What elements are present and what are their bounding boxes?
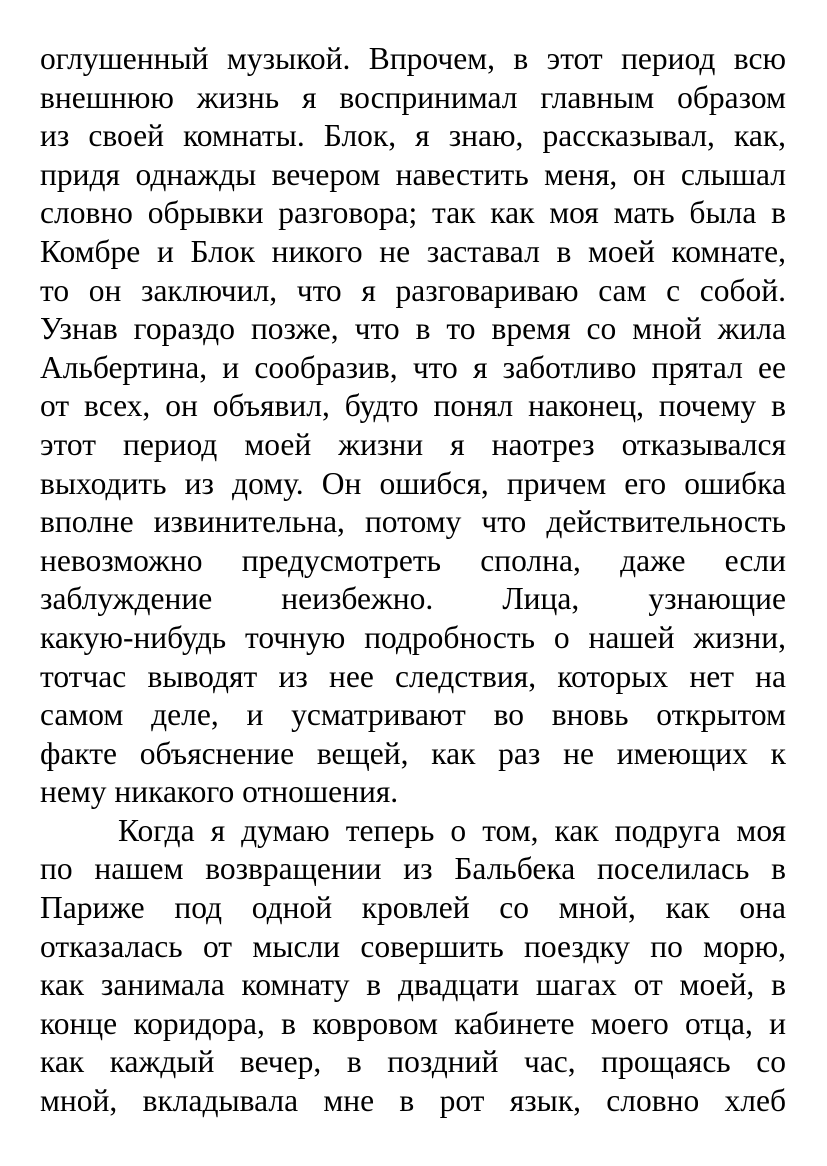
paragraph-2 [40,812,786,1121]
text-line: этот период моей жизни я наотрез отказывался [40,426,786,462]
text-line: по нашем возвращении из Бальбека поселилась в [40,851,786,887]
text-line: придя однажды вечером навестить меня, он слышал [40,156,786,192]
text-line: какую-нибудь точную подробность о нашей жизни, [40,619,786,655]
text-line: как занимала комнату в двадцати шагах от моей, в [40,967,786,1003]
text-line: то он заключил, что я разговариваю сам с собой. [40,272,786,308]
text-line: из своей комнаты. Блок, я знаю, рассказывал, как, [40,118,786,154]
text-line: нему никакого отношения. [40,774,399,810]
text-line: Париже под одной кровлей со мной, как она [40,890,786,926]
text-line: выходить из дому. Он ошибся, причем его ошибка [40,465,786,501]
paragraph-1 [40,40,786,812]
text-line: от всех, он объявил, будто понял наконец, почему в [40,388,786,424]
text-line: оглушенный музыкой. Впрочем, в этот период всю [40,41,786,76]
text-line: Комбре и Блок никого не заставал в моей комнате, [40,233,786,269]
text-line: как каждый вечер, в поздний час, прощаясь со [40,1044,786,1080]
text-line: Альбертина, и сообразив, что я заботливо прятал ее [40,349,786,385]
text-line: мной, вкладывала мне в рот язык, словно хлеб [40,1083,786,1119]
text-line: внешнюю жизнь я воспринимал главным образом [40,79,786,115]
text-line: невозможно предусмотреть сполна, даже если [40,542,786,578]
text-line: факте объяснение вещей, как раз не имеющих к [40,735,786,771]
text-line: тотчас выводят из нее следствия, которых нет на [40,658,786,694]
text-line: заблуждение неизбежно. Лица, узнающие [40,581,786,617]
text-line: самом деле, и усматривают во вновь открытом [40,697,786,733]
document-page [40,40,786,1121]
text-line: отказалась от мысли совершить поездку по морю, [40,928,786,964]
text-line: Когда я думаю теперь о том, как подруга моя [118,812,786,848]
text-line: конце коридора, в ковровом кабинете моего отца, и [40,1005,786,1041]
text-line: словно обрывки разговора; так как моя мать была в [40,195,786,231]
text-line: Узнав гораздо позже, что в то время со мной жила [40,311,786,347]
text-line: вполне извинительна, потому что действительность [40,504,786,540]
